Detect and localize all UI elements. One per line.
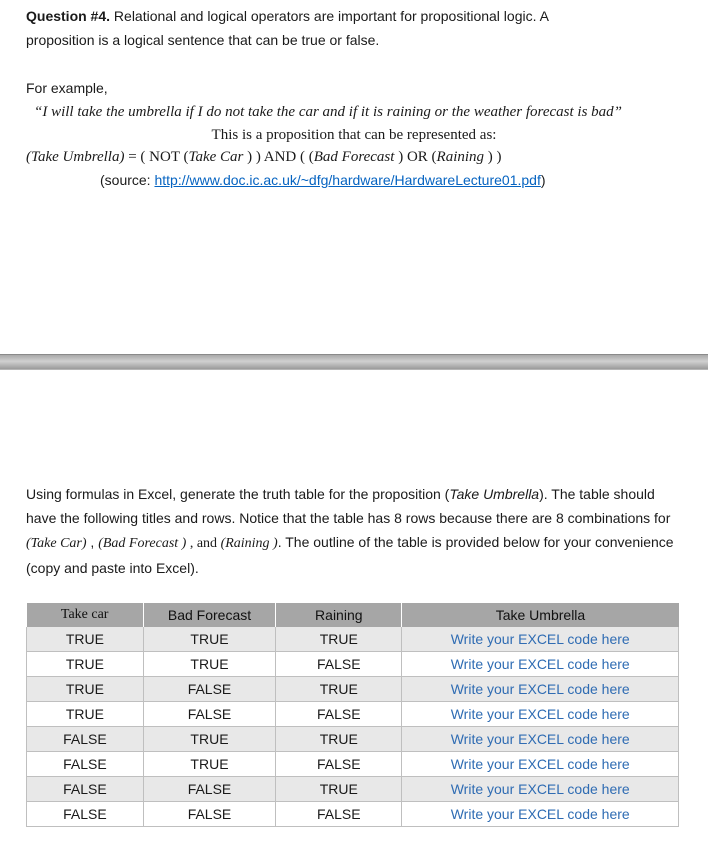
instructions-paragraph <box>26 482 682 580</box>
instructions-text-3: . The outline of the table is provided below for your convenience (copy and paste into Excel). <box>26 534 674 576</box>
table-body <box>27 627 679 827</box>
header-bad-forecast: Bad Forecast <box>143 603 275 627</box>
source-suffix: ) <box>540 172 546 188</box>
question-text-1: Relational and logical operators are important for propositional logic. A <box>113 8 549 24</box>
formula-raining: Raining <box>436 149 485 165</box>
table-row <box>27 627 679 652</box>
instructions-text-1: Using formulas in Excel, generate the truth table for the proposition ( <box>26 486 450 502</box>
cell-raining: TRUE <box>276 777 402 802</box>
cell-bad-forecast: TRUE <box>143 727 275 752</box>
cell-raining: FALSE <box>276 702 402 727</box>
source-link[interactable]: http://www.doc.ic.ac.uk/~dfg/hardware/HardwareLecture01.pdf <box>154 172 541 188</box>
instructions-sep-2: , and <box>186 536 221 551</box>
table-row <box>27 652 679 677</box>
example-represent: This is a proposition that can be represented as: <box>211 127 497 143</box>
formula-car: Take Car <box>188 149 244 165</box>
formula-eq: = ( NOT ( <box>124 149 189 165</box>
table-row <box>27 677 679 702</box>
cell-take-car: FALSE <box>27 727 144 752</box>
instructions-text-2: ). The table should have the following titles and rows. Notice that the table has 8 rows because there are 8 combinations for <box>26 486 671 526</box>
cell-take-car: TRUE <box>27 702 144 727</box>
cell-take-car: TRUE <box>27 652 144 677</box>
cell-take-umbrella[interactable]: Write your EXCEL code here <box>402 627 679 652</box>
cell-raining: FALSE <box>276 752 402 777</box>
header-take-car: Take car <box>27 603 144 627</box>
instructions-raining: (Raining ) <box>220 536 278 551</box>
cell-raining: TRUE <box>276 727 402 752</box>
cell-take-car: FALSE <box>27 802 144 827</box>
cell-raining: TRUE <box>276 677 402 702</box>
question-line-1 <box>26 4 682 28</box>
table-row <box>27 777 679 802</box>
cell-take-umbrella[interactable]: Write your EXCEL code here <box>402 652 679 677</box>
cell-bad-forecast: TRUE <box>143 752 275 777</box>
instructions-take-umbrella: Take Umbrella <box>449 486 540 502</box>
instructions-sep-1: , <box>86 534 99 550</box>
instructions-take-car: (Take Car) <box>26 536 87 551</box>
header-raining: Raining <box>276 603 402 627</box>
example-block <box>26 76 682 192</box>
table-row <box>27 802 679 827</box>
formula-end: ) ) <box>484 149 502 165</box>
cell-raining: TRUE <box>276 627 402 652</box>
question-label: Question #4. <box>26 8 111 24</box>
cell-take-car: TRUE <box>27 627 144 652</box>
proposition-formula <box>26 146 682 168</box>
question-block <box>26 4 682 52</box>
header-take-umbrella: Take Umbrella <box>402 603 679 627</box>
source-prefix: (source: <box>100 172 155 188</box>
cell-raining: FALSE <box>276 652 402 677</box>
cell-take-umbrella[interactable]: Write your EXCEL code here <box>402 752 679 777</box>
cell-raining: FALSE <box>276 802 402 827</box>
cell-take-umbrella[interactable]: Write your EXCEL code here <box>402 677 679 702</box>
table-header-row <box>27 603 679 627</box>
cell-bad-forecast: FALSE <box>143 777 275 802</box>
cell-take-umbrella[interactable]: Write your EXCEL code here <box>402 802 679 827</box>
source-line <box>26 168 682 192</box>
cell-take-umbrella[interactable]: Write your EXCEL code here <box>402 702 679 727</box>
cell-take-car: FALSE <box>27 777 144 802</box>
table-row <box>27 727 679 752</box>
cell-bad-forecast: TRUE <box>143 652 275 677</box>
example-quote: “I will take the umbrella if I do not take the car and if it is raining or the weather forecast is bad” <box>34 104 623 120</box>
formula-forecast: Bad Forecast <box>313 149 395 165</box>
truth-table <box>26 603 679 827</box>
question-text-2: proposition is a logical sentence that can be true or false. <box>26 32 380 48</box>
cell-bad-forecast: FALSE <box>143 802 275 827</box>
table-row <box>27 752 679 777</box>
cell-bad-forecast: FALSE <box>143 677 275 702</box>
formula-mid: ) ) AND ( ( <box>243 149 314 165</box>
cell-take-car: FALSE <box>27 752 144 777</box>
page-divider <box>0 354 708 370</box>
cell-take-car: TRUE <box>27 677 144 702</box>
cell-bad-forecast: TRUE <box>143 627 275 652</box>
instructions-bad-forecast: (Bad Forecast ) <box>98 536 187 551</box>
cell-bad-forecast: FALSE <box>143 702 275 727</box>
table-row <box>27 702 679 727</box>
cell-take-umbrella[interactable]: Write your EXCEL code here <box>402 727 679 752</box>
example-intro: For example, <box>26 80 108 96</box>
formula-or: ) OR ( <box>394 149 437 165</box>
formula-lhs: (Take Umbrella) <box>26 149 125 165</box>
cell-take-umbrella[interactable]: Write your EXCEL code here <box>402 777 679 802</box>
